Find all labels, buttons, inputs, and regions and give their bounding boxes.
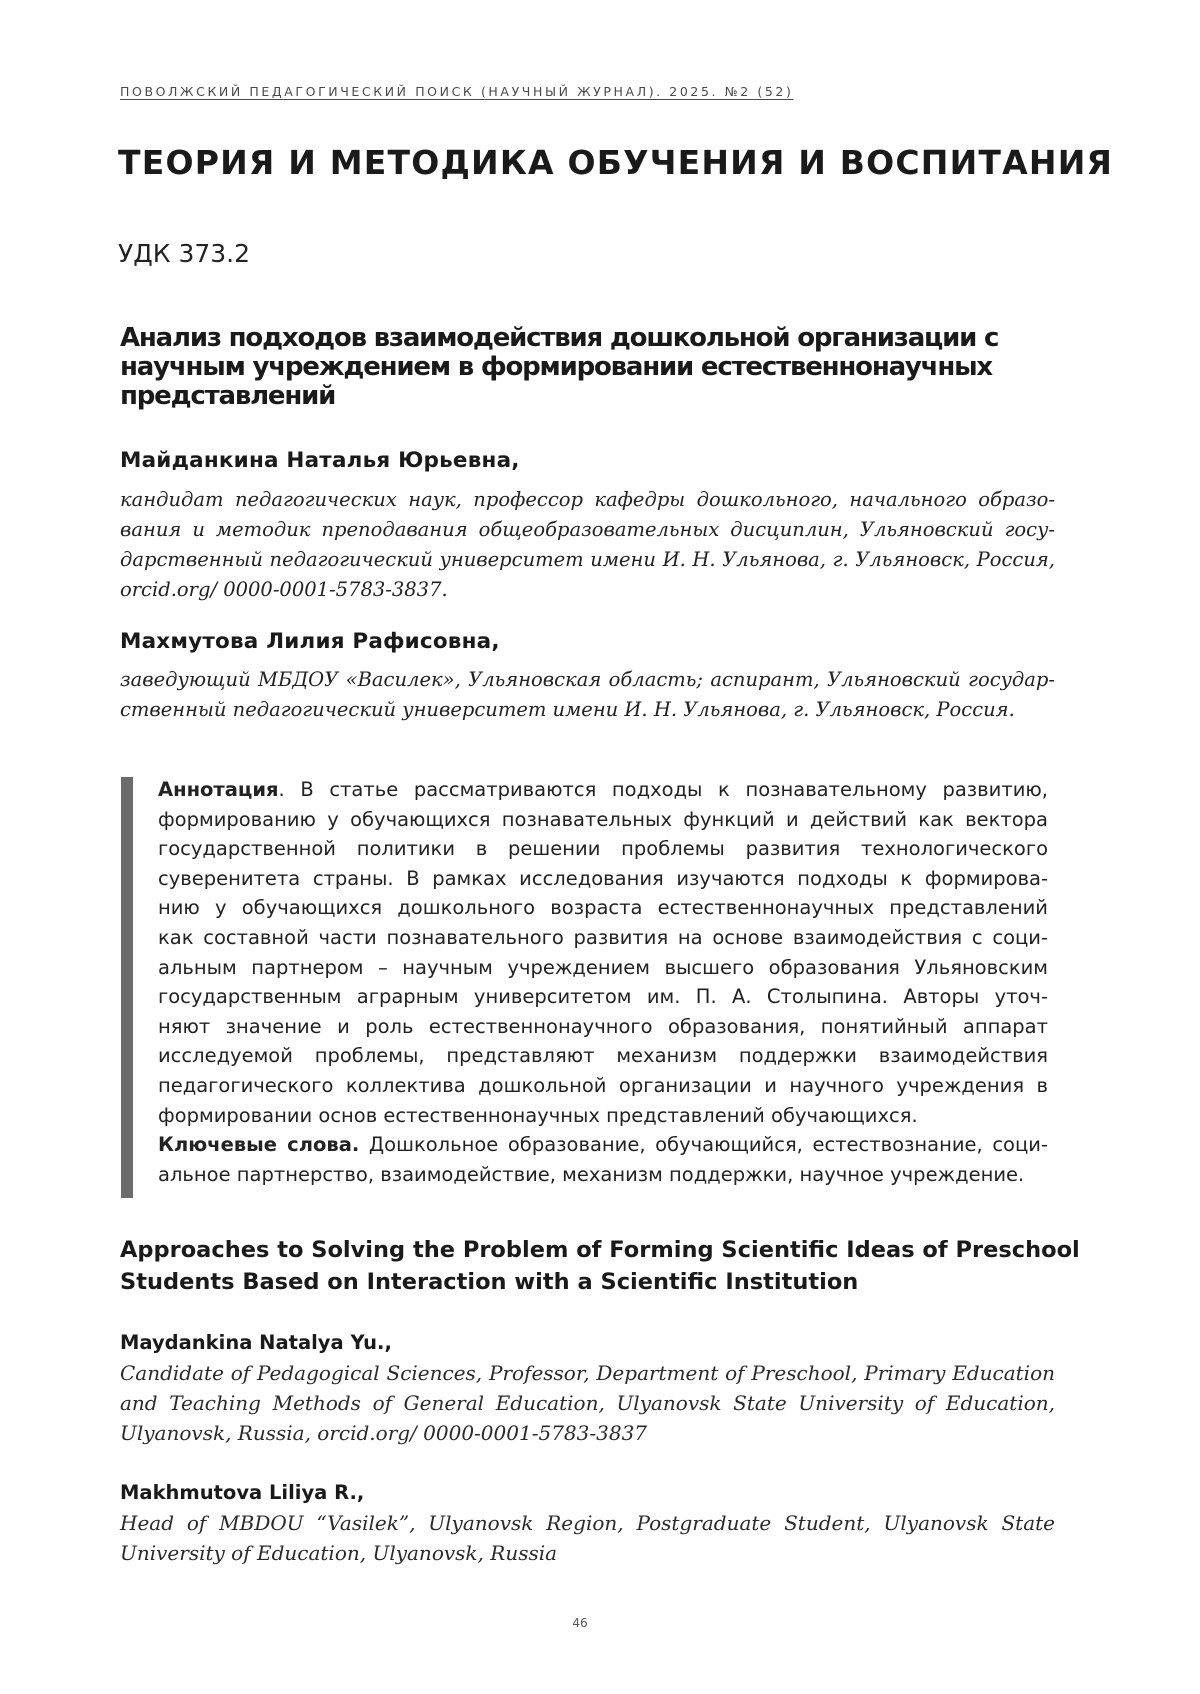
affiliation-orcid: orcid.org/ 0000-0001-5783-3837. (120, 578, 448, 601)
abstract-line: формированию у обучающихся познавательных функций и действий как вектора (158, 807, 1048, 831)
en-title-line: Approaches to Solving the Problem of Forming Scientific Ideas of Preschool (120, 1237, 1080, 1263)
author-name-ru-2: Махмутова Лилия Рафисовна, (120, 629, 500, 654)
abstract-line: нию у обучающихся дошкольного возраста естественнонаучных представлений (158, 896, 1048, 920)
article-title-ru: Анализ подходов взаимодействия дошкольной организации с научным учреждением в формировании естественнонаучных представлений (120, 323, 999, 411)
abstract-line: государственной политики в решении проблемы развития технологического (158, 837, 1048, 861)
affiliation-line: Ulyanovsk, Russia, orcid.org/ 0000-0001-5783-3837 (120, 1421, 648, 1445)
affiliation-line: кандидат педагогических наук, профессор кафедры дошкольного, начального образо- (120, 488, 1055, 511)
affiliation-line: дарственный педагогический университет имени И. Н. Ульянова, г. Ульяновск, Россия, (120, 548, 1055, 571)
abstract-line: государственным аграрным университетом им. П. А. Столыпина. Авторы уточ- (158, 985, 1048, 1009)
en-title-line: Students Based on Interaction with a Scientific Institution (120, 1269, 859, 1295)
affiliation-line: and Teaching Methods of General Education, Ulyanovsk State University of Education, (120, 1391, 1055, 1415)
keywords-line: альное партнерство, взаимодействие, механизм поддержки, научное учреждение. (158, 1162, 1025, 1186)
author-affiliation-ru-1 (120, 485, 1055, 605)
affiliation-line: Candidate of Pedagogical Sciences, Professor, Department of Preschool, Primary Education (120, 1361, 1055, 1385)
running-head: ПОВОЛЖСКИЙ ПЕДАГОГИЧЕСКИЙ ПОИСК (НАУЧНЫЙ ЖУРНАЛ). 2025. №2 (52) (120, 84, 794, 99)
abstract-text: . В статье рассматриваются подходы к познавательному развитию, (278, 778, 1048, 801)
author-name-ru-1: Майданкина Наталья Юрьевна, (120, 448, 520, 473)
keywords-text: Дошкольное образование, обучающийся, естествознание, соци- (359, 1133, 1048, 1157)
author-name-en-2: Makhmutova Liliya R., (120, 1481, 365, 1504)
abstract-line: формировании основ естественнонаучных представлений обучающихся. (158, 1103, 918, 1127)
author-affiliation-ru-2 (120, 665, 1055, 725)
abstract-line: альным партнером – научным учреждением высшего образования Ульяновским (158, 955, 1048, 979)
udk-code: УДК 373.2 (118, 239, 251, 268)
author-affiliation-en-1 (120, 1358, 1055, 1448)
keywords-label: Ключевые слова. (158, 1133, 360, 1157)
article-title-en (120, 1234, 1080, 1298)
abstract-side-bar (121, 777, 133, 1198)
page-number: 46 (572, 1616, 588, 1630)
author-affiliation-en-2 (120, 1508, 1055, 1568)
affiliation-line: University of Education, Ulyanovsk, Russia (120, 1541, 558, 1565)
affiliation-line: Head of MBDOU “Vasilek”, Ulyanovsk Region, Postgraduate Student, Ulyanovsk State (120, 1511, 1055, 1535)
abstract-label: Аннотация (158, 778, 279, 801)
abstract-line: педагогического коллектива дошкольной организации и научного учреждения в (158, 1073, 1048, 1097)
affiliation-line: заведующий МБДОУ «Василек», Ульяновская область; аспирант, Ульяновский государ- (120, 668, 1055, 691)
affiliation-line: вания и методик преподавания общеобразовательных дисциплин, Ульяновский госу- (120, 518, 1055, 541)
abstract-line: няют значение и роль естественнонаучного образования, понятийный аппарат (158, 1014, 1048, 1038)
section-title: ТЕОРИЯ И МЕТОДИКА ОБУЧЕНИЯ И ВОСПИТАНИЯ (118, 143, 1114, 182)
abstract (158, 775, 1048, 1189)
abstract-line: как составной части познавательного развития на основе взаимодействия с соци- (158, 925, 1048, 949)
author-name-en-1: Maydankina Natalya Yu., (120, 1331, 392, 1354)
abstract-line: суверенитета страны. В рамках исследования изучаются подходы к формирова- (158, 866, 1048, 890)
abstract-line: исследуемой проблемы, представляют механизм поддержки взаимодействия (158, 1044, 1048, 1068)
affiliation-line: ственный педагогический университет имени И. Н. Ульянова, г. Ульяновск, Россия. (120, 698, 1015, 721)
